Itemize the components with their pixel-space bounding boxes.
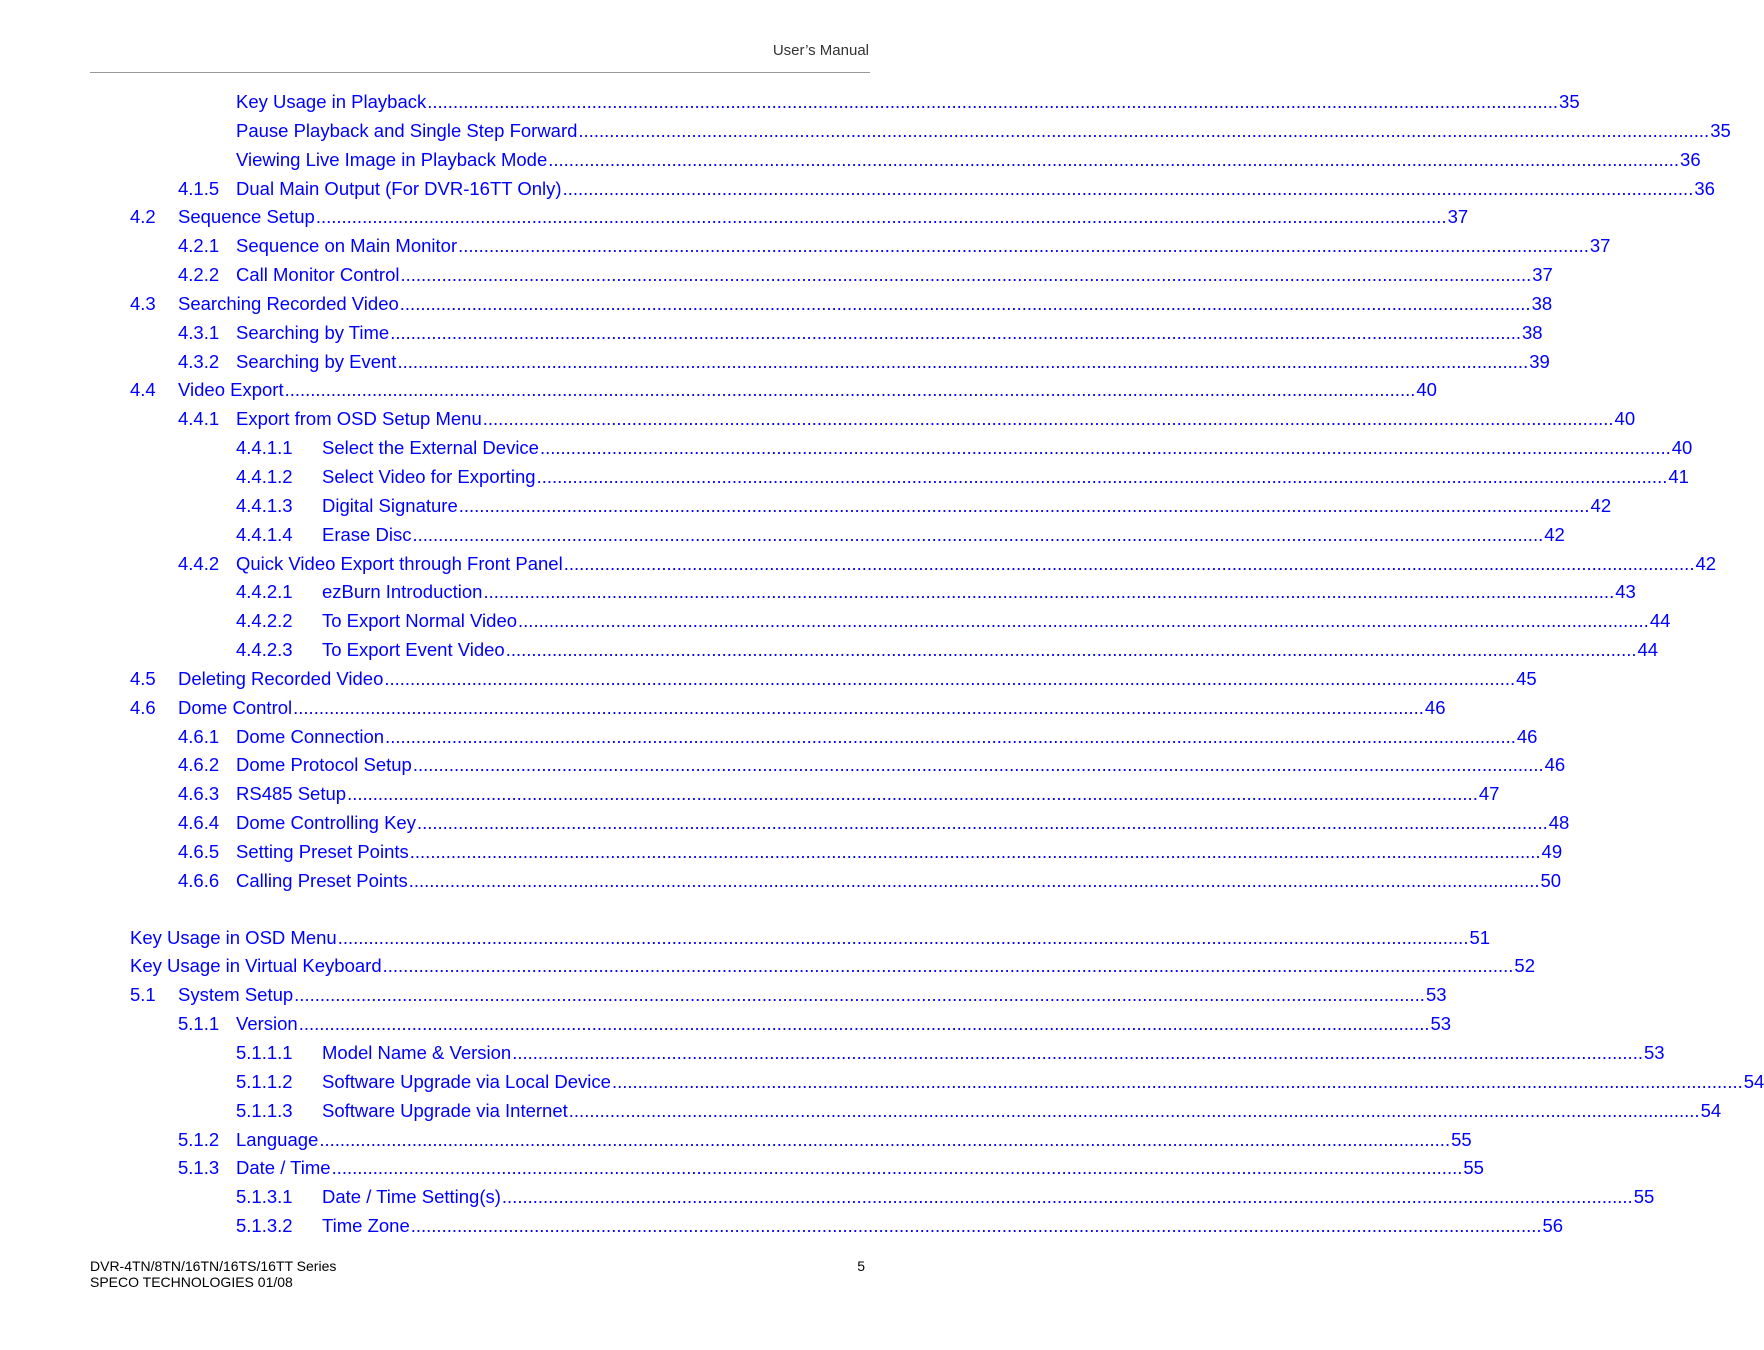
toc-entry[interactable] [0,866,1562,895]
toc-entry-page: 52 [1514,955,1535,977]
toc-entry-link[interactable] [322,523,1565,546]
toc-leader-dots: ............................................................................................................................................................................................................................ [347,783,1478,805]
toc-entry-title: Sequence on Main Monitor [236,235,458,257]
toc-entry-number: 5.1.1 [178,1013,220,1035]
toc-entry-title: Setting Preset Points [236,840,409,862]
toc-leader-dots: ............................................................................................................................................................................................................................ [400,264,1532,286]
toc-entry-title: System Setup [178,984,294,1006]
toc-entry-page: 37 [1447,206,1469,228]
toc-entry-title: Searching by Time [236,321,390,343]
toc-entry-page: 36 [1694,177,1715,199]
toc-entry-title: Key Usage in Virtual Keyboard [130,955,382,977]
toc-entry-number: 4.5 [130,667,156,689]
toc-entry-link[interactable] [130,926,1491,949]
toc-entry[interactable] [0,462,1689,491]
toc-entry-link[interactable] [236,725,1538,748]
toc-entry[interactable] [0,951,1535,980]
toc-entry[interactable] [0,693,1446,722]
toc-entry[interactable] [0,260,1553,289]
toc-entry-title: Erase Disc [322,523,412,545]
toc-entry-page: 41 [1668,465,1689,487]
toc-entry-number: 4.6.2 [178,754,220,776]
toc-entry-title: Software Upgrade via Local Device [322,1070,611,1092]
toc-entry-page: 40 [1671,437,1693,459]
toc-entry[interactable] [0,520,1565,549]
toc-leader-dots: ............................................................................................................................................................................................................................ [501,1186,1633,1208]
toc-leader-dots: ............................................................................................................................................................................................................................ [337,926,1469,948]
toc-entry[interactable] [0,347,1550,376]
toc-entry-page: 51 [1469,926,1491,948]
toc-entry[interactable] [0,116,1731,145]
toc-entry-title: Select the External Device [322,437,539,459]
toc-entry-number: 4.1.5 [178,177,220,199]
toc-entry-page: 35 [1559,91,1580,112]
toc-entry-page: 53 [1425,984,1447,1006]
toc-leader-dots: ............................................................................................................................................................................................................................ [563,552,1695,574]
toc-entry-number: 4.4.1.1 [236,437,293,459]
toc-entry-link[interactable] [322,610,1671,632]
toc-entry-page: 36 [1680,148,1701,170]
toc-leader-dots: ............................................................................................................................................................................................................................ [578,119,1710,141]
toc-entry-link[interactable] [178,696,1446,719]
footer-company-date: SPECO TECHNOLOGIES 01/08 [90,1274,293,1290]
toc-entry-link[interactable] [236,119,1731,142]
toc-entry-number: 5.1.2 [178,1128,220,1150]
toc-entry[interactable] [0,980,1447,1009]
toc-entry-title: Select Video for Exporting [322,465,536,487]
toc-entry-title: Time Zone [322,1215,410,1237]
toc-entry[interactable] [0,837,1563,866]
toc-entry-link[interactable] [322,1215,1564,1237]
toc-entry-link[interactable] [178,379,1437,401]
toc-entry-title: Sequence Setup [178,206,315,228]
toc-leader-dots: ............................................................................................................................................................................................................................ [611,1070,1743,1092]
toc-leader-dots: ............................................................................................................................................................................................................................ [408,869,1540,891]
toc-leader-dots: ............................................................................................................................................................................................................................ [536,465,1668,487]
toc-leader-dots: ............................................................................................................................................................................................................................ [539,437,1671,459]
toc-leader-dots: ............................................................................................................................................................................................................................ [298,1013,1430,1035]
toc-entry-page: 40 [1614,408,1636,430]
toc-entry-page: 42 [1544,523,1565,545]
toc-entry-title: Searching by Event [236,350,397,372]
table-of-contents [0,87,1764,1240]
toc-entry-title: Export from OSD Setup Menu [236,408,482,430]
toc-entry-link[interactable] [236,812,1570,834]
toc-entry[interactable] [0,549,1717,578]
toc-entry-number: 4.3.1 [178,321,220,343]
toc-entry-link[interactable] [322,1042,1665,1064]
toc-entry-number: 4.4.1 [178,408,220,430]
toc-entry-page: 55 [1463,1157,1484,1179]
toc-entry-page: 40 [1416,379,1437,401]
toc-entry-link[interactable] [236,552,1717,575]
toc-leader-dots: ............................................................................................................................................................................................................................ [518,610,1649,632]
toc-leader-dots: ............................................................................................................................................................................................................................ [458,494,1590,516]
toc-entry-page: 44 [1637,639,1659,661]
toc-entry-title: Dome Control [178,696,293,718]
toc-entry[interactable] [0,577,1636,606]
toc-entry-link[interactable] [236,1013,1452,1035]
toc-entry-link[interactable] [236,264,1553,286]
toc-leader-dots: ............................................................................................................................................................................................................................ [319,1128,1451,1150]
toc-entry-number: 4.4.2 [178,552,220,574]
toc-entry-link[interactable] [236,869,1562,892]
toc-entry[interactable] [0,87,1580,116]
toc-entry-title: Calling Preset Points [236,869,408,891]
toc-entry[interactable] [0,404,1636,433]
toc-entry[interactable] [0,1153,1484,1182]
toc-entry-link[interactable] [236,408,1636,430]
toc-entry-title: Language [236,1128,319,1150]
toc-entry-title: Deleting Recorded Video [178,667,384,689]
toc-leader-dots: ............................................................................................................................................................................................................................ [284,379,1416,401]
toc-entry-link[interactable] [178,667,1537,690]
toc-entry[interactable] [0,1211,1564,1240]
toc-entry-title: To Export Event Video [322,639,505,661]
toc-entry[interactable] [0,231,1611,260]
toc-entry[interactable] [0,1125,1472,1154]
toc-entry-link[interactable] [322,465,1689,488]
toc-entry-page: 38 [1522,321,1543,343]
page-number: 5 [857,1258,865,1274]
toc-entry-title: RS485 Setup [236,783,347,805]
toc-entry-page: 35 [1710,119,1731,141]
toc-entry-page: 46 [1424,696,1446,718]
toc-entry-number: 4.6.6 [178,869,220,891]
toc-entry-page: 37 [1589,235,1611,257]
toc-entry-title: Pause Playback and Single Step Forward [236,119,578,141]
toc-entry-title: Viewing Live Image in Playback Mode [236,148,548,170]
toc-entry-link[interactable] [236,840,1563,863]
toc-entry-page: 53 [1643,1042,1665,1063]
toc-entry-title: Searching Recorded Video [178,292,399,314]
toc-entry-number: 4.4.2.1 [236,581,293,603]
toc-entry-number: 4.2.2 [178,264,220,286]
toc-entry-page: 54 [1743,1070,1764,1092]
toc-entry-page: 55 [1633,1186,1655,1208]
toc-entry-number: 4.4.1.4 [236,523,293,545]
toc-entry[interactable] [0,808,1570,837]
toc-entry-link[interactable] [236,1128,1472,1151]
toc-entry-number: 4.6.5 [178,840,220,862]
toc-leader-dots: ............................................................................................................................................................................................................................ [390,321,1521,343]
toc-entry-link[interactable] [322,1186,1655,1208]
toc-leader-dots: ............................................................................................................................................................................................................................ [397,350,1529,372]
toc-entry-title: Video Export [178,379,284,401]
toc-entry-number: 4.3.2 [178,350,220,372]
toc-entry[interactable] [0,923,1491,952]
toc-entry-number: 5.1.1.1 [236,1042,293,1063]
toc-leader-dots: ............................................................................................................................................................................................................................ [382,955,1514,977]
toc-entry-page: 48 [1548,812,1570,834]
toc-entry-number: 4.2 [130,206,156,228]
toc-entry-page: 45 [1516,667,1537,689]
footer-left [90,1258,336,1290]
toc-entry[interactable] [0,750,1566,779]
toc-entry-number: 5.1.3.1 [236,1186,293,1208]
footer-product-series: DVR-4TN/8TN/16TN/16TS/16TT Series [90,1258,337,1274]
toc-entry-number: 4.4.2.2 [236,610,293,632]
toc-entry-page: 42 [1590,494,1612,516]
toc-entry[interactable] [0,664,1537,693]
toc-entry-title: ezBurn Introduction [322,581,483,603]
toc-entry-number: 5.1.3 [178,1157,220,1179]
toc-leader-dots: ............................................................................................................................................................................................................................ [412,523,1544,545]
toc-entry-page: 42 [1695,552,1717,574]
toc-entry-link[interactable] [236,350,1550,373]
toc-entry-page: 46 [1544,754,1566,776]
toc-entry[interactable] [0,1067,1764,1096]
toc-entry-number: 4.4 [130,379,156,401]
toc-entry-page: 43 [1615,581,1636,603]
toc-entry-number: 4.6 [130,696,156,718]
toc-leader-dots: ............................................................................................................................................................................................................................ [548,148,1680,170]
toc-leader-dots: ............................................................................................................................................................................................................................ [412,754,1544,776]
toc-entry-link[interactable] [236,783,1500,805]
toc-entry[interactable] [0,1038,1665,1067]
toc-entry[interactable] [0,1182,1655,1211]
toc-entry-title: Dual Main Output (For DVR-16TT Only) [236,177,562,199]
toc-entry-link[interactable] [178,984,1447,1006]
toc-entry-number: 5.1.3.2 [236,1215,293,1237]
toc-entry[interactable] [0,1009,1452,1038]
toc-entry-title: Call Monitor Control [236,264,400,286]
toc-entry[interactable] [0,289,1553,318]
toc-leader-dots: ............................................................................................................................................................................................................................ [562,177,1694,199]
toc-entry-number: 5.1.1.2 [236,1070,293,1092]
toc-leader-dots: ............................................................................................................................................................................................................................ [384,667,1516,689]
toc-entry-title: Date / Time [236,1157,331,1179]
toc-entry-number: 4.6.1 [178,725,220,747]
toc-entry[interactable] [0,722,1538,751]
toc-entry[interactable] [0,606,1671,635]
toc-entry-page: 38 [1531,292,1553,314]
toc-entry-link[interactable] [322,437,1693,459]
toc-entry[interactable] [0,1096,1722,1125]
toc-entry-link[interactable] [236,91,1580,113]
toc-entry-page: 46 [1516,725,1538,747]
toc-entry-link[interactable] [236,177,1715,200]
toc-entry-link[interactable] [322,1099,1722,1122]
toc-entry-page: 49 [1541,840,1563,862]
toc-leader-dots: ............................................................................................................................................................................................................................ [410,1215,1542,1237]
toc-entry-title: Date / Time Setting(s) [322,1186,501,1208]
toc-entry[interactable] [0,779,1500,808]
toc-entry-link[interactable] [322,639,1659,661]
toc-leader-dots: ............................................................................................................................................................................................................................ [293,696,1424,718]
toc-leader-dots: ............................................................................................................................................................................................................................ [409,840,1541,862]
toc-entry-title: Quick Video Export through Front Panel [236,552,563,574]
toc-entry-link[interactable] [130,955,1535,977]
toc-leader-dots: ............................................................................................................................................................................................................................ [416,812,1548,834]
toc-entry-number: 4.4.1.2 [236,465,293,487]
toc-entry-title: Dome Connection [236,725,385,747]
toc-entry-title: Digital Signature [322,494,458,516]
toc-entry-title: Software Upgrade via Internet [322,1099,568,1121]
toc-entry-page: 54 [1700,1099,1722,1121]
toc-entry-title: Version [236,1013,298,1035]
toc-entry-title: Model Name & Version [322,1042,512,1063]
toc-entry[interactable] [0,375,1437,404]
toc-entry-link[interactable] [322,494,1612,517]
toc-entry-link[interactable] [236,235,1611,257]
toc-entry-link[interactable] [236,754,1566,776]
header-divider [90,72,870,73]
toc-entry[interactable] [0,318,1543,347]
toc-entry-title: Dome Protocol Setup [236,754,412,776]
toc-entry-page: 53 [1430,1013,1452,1035]
toc-entry-link[interactable] [236,1157,1484,1179]
toc-entry[interactable] [0,433,1693,462]
toc-entry-link[interactable] [178,206,1469,228]
toc-entry[interactable] [0,635,1659,664]
toc-entry-link[interactable] [236,321,1543,344]
toc-entry-number: 4.4.2.3 [236,639,293,661]
toc-entry-number: 4.3 [130,292,156,314]
toc-entry-page: 47 [1478,783,1500,805]
toc-leader-dots: ............................................................................................................................................................................................................................ [427,91,1559,112]
toc-entry-page: 55 [1451,1128,1472,1150]
running-header: User’s Manual [772,42,869,59]
toc-entry-page: 39 [1529,350,1550,372]
toc-entry-number: 4.2.1 [178,235,220,257]
toc-entry-link[interactable] [322,581,1636,603]
toc-leader-dots: ............................................................................................................................................................................................................................ [458,235,1589,257]
toc-leader-dots: ............................................................................................................................................................................................................................ [483,581,1615,603]
toc-entry-number: 5.1 [130,984,156,1006]
toc-entry[interactable] [0,202,1469,231]
toc-entry-link[interactable] [178,292,1553,315]
toc-entry-number: 5.1.1.3 [236,1099,293,1121]
toc-leader-dots: ............................................................................................................................................................................................................................ [505,639,1637,661]
toc-entry-title: Key Usage in OSD Menu [130,926,337,948]
toc-entry[interactable] [0,174,1715,203]
toc-entry-link[interactable] [236,148,1701,171]
toc-leader-dots: ............................................................................................................................................................................................................................ [482,408,1614,430]
toc-leader-dots: ............................................................................................................................................................................................................................ [512,1042,1643,1063]
toc-leader-dots: ............................................................................................................................................................................................................................ [568,1099,1700,1121]
toc-entry-number: 4.6.3 [178,783,220,805]
toc-leader-dots: ............................................................................................................................................................................................................................ [331,1157,1463,1179]
toc-entry[interactable] [0,145,1701,174]
toc-entry-page: 56 [1542,1215,1564,1237]
toc-entry[interactable] [0,491,1612,520]
toc-entry-link[interactable] [322,1070,1764,1093]
toc-entry-number: 4.6.4 [178,812,220,834]
toc-entry-title: To Export Normal Video [322,610,518,632]
toc-leader-dots: ............................................................................................................................................................................................................................ [399,292,1531,314]
toc-entry-number: 4.4.1.3 [236,494,293,516]
toc-entry-page: 50 [1540,869,1562,891]
toc-entry-title: Dome Controlling Key [236,812,416,834]
toc-entry-page: 44 [1649,610,1671,632]
toc-leader-dots: ............................................................................................................................................................................................................................ [294,984,1425,1006]
toc-leader-dots: ............................................................................................................................................................................................................................ [385,725,1516,747]
toc-entry-title: Key Usage in Playback [236,91,427,112]
toc-leader-dots: ............................................................................................................................................................................................................................ [315,206,1447,228]
toc-entry-page: 37 [1532,264,1553,286]
